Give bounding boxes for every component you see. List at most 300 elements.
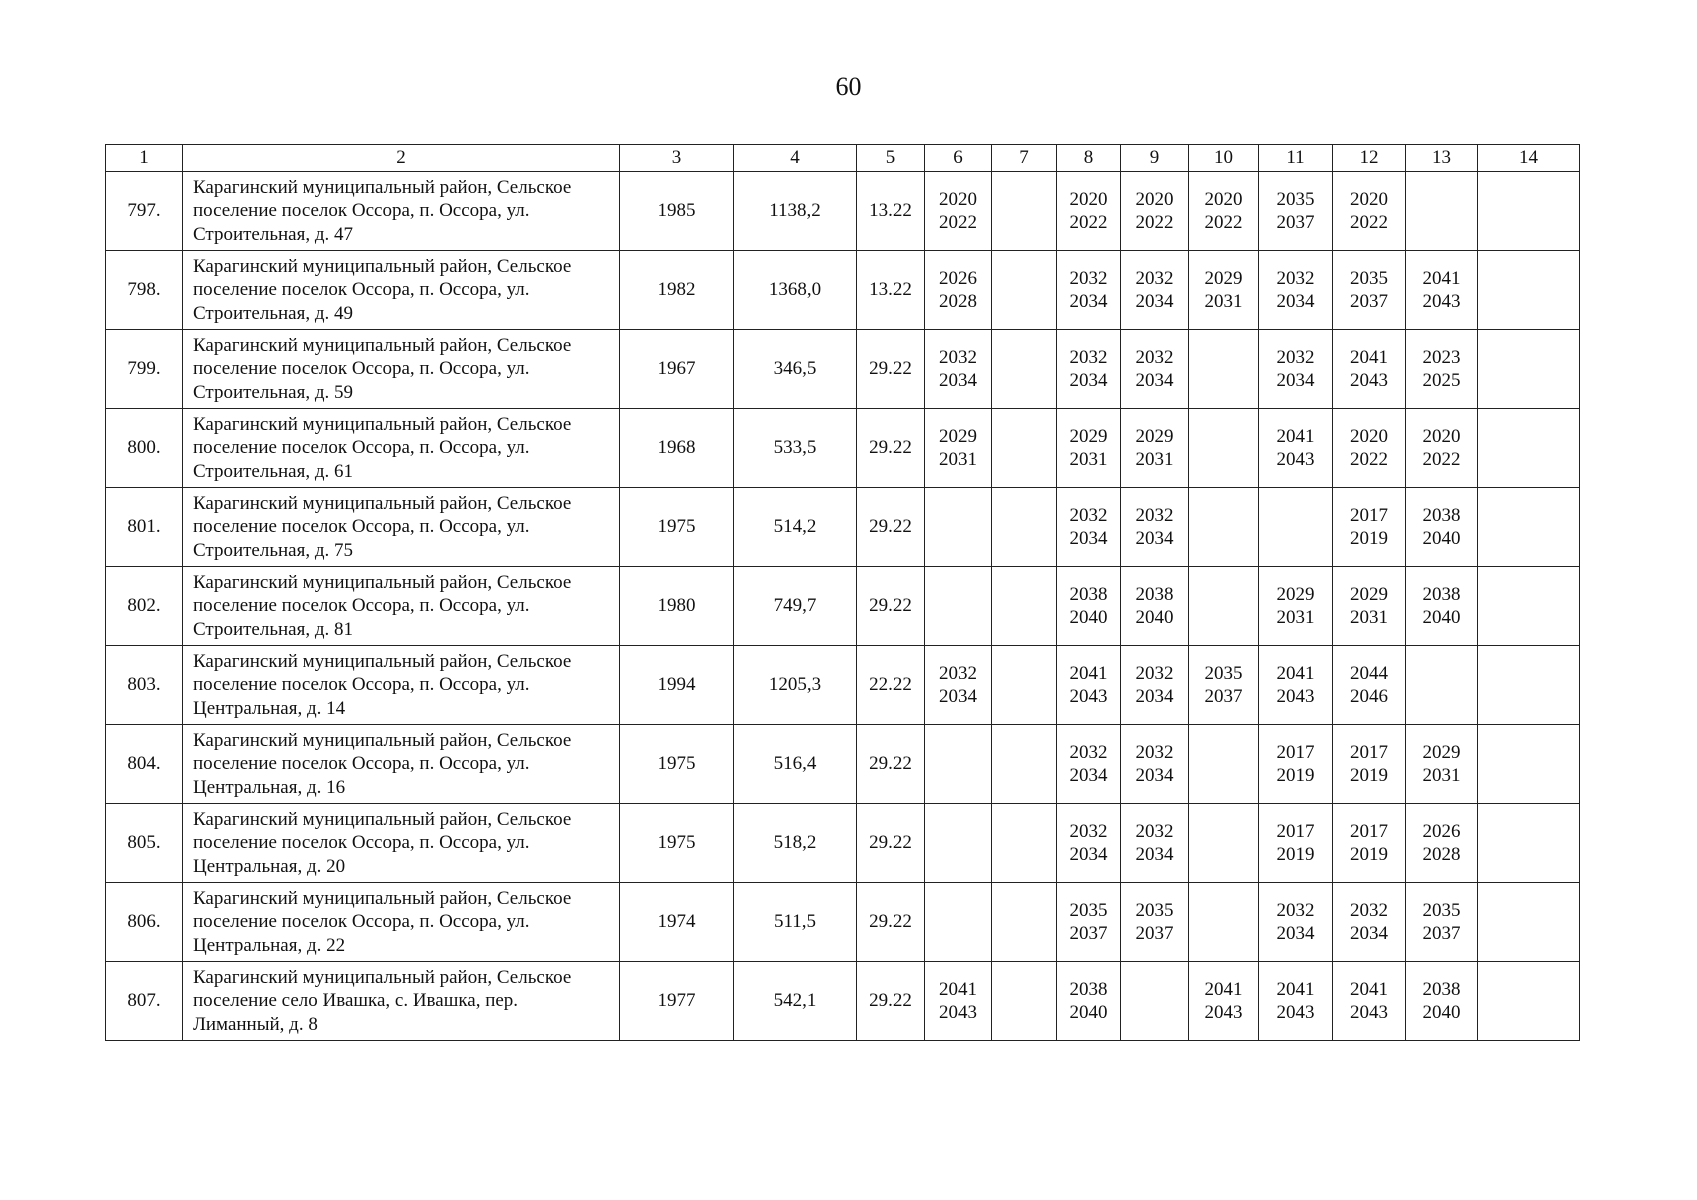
- term-cell: [1057, 962, 1121, 1041]
- term-end-year: 2040: [1422, 607, 1461, 628]
- term-end-year: 2019: [1350, 844, 1388, 865]
- column-header: 8: [1057, 145, 1121, 172]
- term-start-year: 2029: [1350, 583, 1388, 605]
- row-number: 800.: [106, 409, 183, 488]
- term-cell: [1259, 488, 1333, 567]
- term-cell: [992, 409, 1057, 488]
- term-start-year: 2023: [1422, 346, 1461, 368]
- address-line: поселение поселок Оссора, п. Оссора, ул.: [193, 516, 530, 538]
- term-end-year: 2043: [1069, 686, 1108, 707]
- term-end-year: 2034: [1276, 370, 1315, 391]
- term-start-year: 2032: [1135, 267, 1174, 289]
- term-end-year: 2034: [1069, 765, 1108, 786]
- term-start-year: 2041: [1204, 978, 1243, 1000]
- term-start-year: 2035: [1350, 267, 1388, 289]
- term-start-year: 2029: [1276, 583, 1315, 605]
- term-end-year: 2037: [1204, 686, 1243, 707]
- term-cell: [1333, 725, 1406, 804]
- address-line: Центральная, д. 22: [193, 934, 346, 956]
- term-cell: [1259, 567, 1333, 646]
- term-cell: [1406, 567, 1478, 646]
- address-line: поселение поселок Оссора, п. Оссора, ул.: [193, 595, 530, 617]
- term-end-year: 2025: [1422, 370, 1461, 391]
- term-cell: [1189, 725, 1259, 804]
- column-header: 2: [183, 145, 620, 172]
- total-area: 1138,2: [734, 172, 857, 251]
- term-cell: [1121, 251, 1189, 330]
- column-header: 9: [1121, 145, 1189, 172]
- term-end-year: 2034: [1350, 923, 1388, 944]
- address-line: Строительная, д. 47: [193, 223, 354, 245]
- term-cell: [1333, 330, 1406, 409]
- term-cell: [992, 172, 1057, 251]
- term-start-year: 2035: [1276, 188, 1315, 210]
- address-cell: [183, 725, 620, 804]
- row-number: 805.: [106, 804, 183, 883]
- row-number: 797.: [106, 172, 183, 251]
- term-start-year: 2020: [1069, 188, 1108, 210]
- term-cell: [1333, 567, 1406, 646]
- address-cell: [183, 409, 620, 488]
- term-cell: [1406, 725, 1478, 804]
- term-end-year: 2034: [939, 370, 977, 391]
- term-cell: [1189, 567, 1259, 646]
- address-line: Строительная, д. 49: [193, 302, 354, 324]
- term-end-year: 2046: [1350, 686, 1388, 707]
- address-line: Строительная, д. 61: [193, 460, 354, 482]
- term-start-year: 2032: [1135, 346, 1174, 368]
- rate-value: 29.22: [857, 725, 925, 804]
- term-cell: [992, 488, 1057, 567]
- term-end-year: 2031: [1204, 291, 1243, 312]
- term-cell: [1189, 330, 1259, 409]
- term-start-year: 2029: [1422, 741, 1461, 763]
- term-end-year: 2028: [1422, 844, 1461, 865]
- address-cell: [183, 172, 620, 251]
- term-cell: [1057, 646, 1121, 725]
- term-end-year: 2034: [1135, 528, 1174, 549]
- term-start-year: 2041: [1350, 978, 1388, 1000]
- address-cell: [183, 251, 620, 330]
- term-cell: [1189, 962, 1259, 1041]
- term-cell: [925, 883, 992, 962]
- total-area: 516,4: [734, 725, 857, 804]
- year-built: 1985: [620, 172, 734, 251]
- table-row: [106, 883, 1580, 962]
- rate-value: 29.22: [857, 488, 925, 567]
- term-end-year: 2034: [939, 686, 977, 707]
- term-start-year: 2017: [1276, 820, 1315, 842]
- total-area: 1368,0: [734, 251, 857, 330]
- term-cell: [1057, 172, 1121, 251]
- term-cell: [1121, 804, 1189, 883]
- address-line: Центральная, д. 14: [193, 697, 346, 719]
- term-end-year: 2019: [1350, 528, 1388, 549]
- term-start-year: 2017: [1350, 820, 1388, 842]
- term-end-year: 2034: [1135, 370, 1174, 391]
- term-end-year: 2043: [939, 1002, 977, 1023]
- term-end-year: 2040: [1069, 1002, 1108, 1023]
- term-start-year: 2041: [1276, 662, 1315, 684]
- total-area: 542,1: [734, 962, 857, 1041]
- term-cell: [1259, 330, 1333, 409]
- rate-value: 29.22: [857, 409, 925, 488]
- term-cell: [1189, 251, 1259, 330]
- address-line: Центральная, д. 16: [193, 776, 346, 798]
- term-cell: [992, 646, 1057, 725]
- term-cell: [992, 883, 1057, 962]
- term-cell: [925, 488, 992, 567]
- rate-value: 29.22: [857, 330, 925, 409]
- address-cell: [183, 488, 620, 567]
- term-cell: [1478, 567, 1580, 646]
- address-line: Карагинский муниципальный район, Сельское: [193, 966, 572, 988]
- term-cell: [1406, 172, 1478, 251]
- column-header: 14: [1478, 145, 1580, 172]
- address-line: Карагинский муниципальный район, Сельское: [193, 808, 572, 830]
- address-line: Карагинский муниципальный район, Сельское: [193, 887, 572, 909]
- term-start-year: 2017: [1350, 504, 1388, 526]
- term-cell: [1333, 804, 1406, 883]
- term-cell: [1333, 646, 1406, 725]
- table-row: [106, 804, 1580, 883]
- term-start-year: 2035: [1135, 899, 1174, 921]
- term-cell: [1189, 488, 1259, 567]
- row-number: 799.: [106, 330, 183, 409]
- term-cell: [1478, 804, 1580, 883]
- term-cell: [925, 251, 992, 330]
- term-cell: [1478, 488, 1580, 567]
- term-cell: [992, 962, 1057, 1041]
- term-cell: [1259, 725, 1333, 804]
- term-cell: [992, 251, 1057, 330]
- term-cell: [1121, 883, 1189, 962]
- column-header: 3: [620, 145, 734, 172]
- term-end-year: 2034: [1276, 291, 1315, 312]
- term-end-year: 2043: [1350, 1002, 1388, 1023]
- column-header: 1: [106, 145, 183, 172]
- term-cell: [1259, 962, 1333, 1041]
- term-cell: [1333, 251, 1406, 330]
- term-end-year: 2022: [939, 212, 977, 233]
- address-line: поселение поселок Оссора, п. Оссора, ул.: [193, 358, 530, 380]
- term-start-year: 2035: [1204, 662, 1243, 684]
- table-body: [106, 172, 1580, 1041]
- term-cell: [925, 804, 992, 883]
- housing-registry-table: [105, 144, 1580, 1041]
- term-end-year: 2043: [1350, 370, 1388, 391]
- term-start-year: 2032: [1350, 899, 1388, 921]
- address-line: Карагинский муниципальный район, Сельское: [193, 650, 572, 672]
- term-start-year: 2041: [939, 978, 977, 1000]
- term-start-year: 2017: [1276, 741, 1315, 763]
- term-cell: [1333, 172, 1406, 251]
- table-row: [106, 251, 1580, 330]
- address-cell: [183, 646, 620, 725]
- address-line: поселение поселок Оссора, п. Оссора, ул.: [193, 753, 530, 775]
- term-cell: [1259, 409, 1333, 488]
- column-header: 13: [1406, 145, 1478, 172]
- address-line: поселение поселок Оссора, п. Оссора, ул.: [193, 437, 530, 459]
- term-cell: [1333, 488, 1406, 567]
- term-start-year: 2017: [1350, 741, 1388, 763]
- term-start-year: 2044: [1350, 662, 1388, 684]
- term-cell: [925, 646, 992, 725]
- term-end-year: 2043: [1276, 686, 1315, 707]
- term-cell: [1121, 962, 1189, 1041]
- term-end-year: 2040: [1422, 1002, 1461, 1023]
- term-start-year: 2032: [1276, 346, 1315, 368]
- term-start-year: 2032: [939, 662, 977, 684]
- year-built: 1975: [620, 804, 734, 883]
- term-end-year: 2031: [939, 449, 977, 470]
- term-start-year: 2032: [1069, 346, 1108, 368]
- address-line: Карагинский муниципальный район, Сельское: [193, 334, 572, 356]
- term-end-year: 2040: [1422, 528, 1461, 549]
- term-end-year: 2034: [1069, 291, 1108, 312]
- total-area: 533,5: [734, 409, 857, 488]
- term-cell: [1406, 488, 1478, 567]
- term-end-year: 2019: [1276, 844, 1315, 865]
- address-line: Карагинский муниципальный район, Сельское: [193, 571, 572, 593]
- year-built: 1974: [620, 883, 734, 962]
- term-end-year: 2031: [1135, 449, 1174, 470]
- term-cell: [1478, 883, 1580, 962]
- term-cell: [925, 330, 992, 409]
- term-cell: [1121, 172, 1189, 251]
- term-start-year: 2032: [939, 346, 977, 368]
- row-number: 798.: [106, 251, 183, 330]
- term-cell: [1333, 409, 1406, 488]
- term-end-year: 2034: [1069, 528, 1108, 549]
- address-cell: [183, 330, 620, 409]
- term-end-year: 2034: [1135, 765, 1174, 786]
- term-start-year: 2041: [1276, 978, 1315, 1000]
- rate-value: 29.22: [857, 804, 925, 883]
- row-number: 807.: [106, 962, 183, 1041]
- address-line: поселение поселок Оссора, п. Оссора, ул.: [193, 911, 530, 933]
- term-start-year: 2035: [1069, 899, 1108, 921]
- term-start-year: 2020: [939, 188, 977, 210]
- term-end-year: 2031: [1350, 607, 1388, 628]
- term-start-year: 2032: [1069, 820, 1108, 842]
- table-row: [106, 646, 1580, 725]
- term-start-year: 2038: [1069, 978, 1108, 1000]
- term-end-year: 2022: [1204, 212, 1243, 233]
- rate-value: 29.22: [857, 883, 925, 962]
- total-area: 514,2: [734, 488, 857, 567]
- term-cell: [1057, 567, 1121, 646]
- table-row: [106, 409, 1580, 488]
- term-start-year: 2032: [1276, 899, 1315, 921]
- term-start-year: 2020: [1350, 188, 1388, 210]
- term-start-year: 2041: [1276, 425, 1315, 447]
- term-end-year: 2031: [1422, 765, 1461, 786]
- term-end-year: 2031: [1276, 607, 1315, 628]
- term-cell: [1057, 725, 1121, 804]
- table-row: [106, 330, 1580, 409]
- term-end-year: 2022: [1350, 212, 1388, 233]
- column-header: 10: [1189, 145, 1259, 172]
- term-cell: [1259, 646, 1333, 725]
- term-start-year: 2029: [939, 425, 977, 447]
- term-end-year: 2022: [1135, 212, 1174, 233]
- rate-value: 13.22: [857, 251, 925, 330]
- term-cell: [1406, 962, 1478, 1041]
- address-line: Карагинский муниципальный район, Сельское: [193, 729, 572, 751]
- term-end-year: 2034: [1135, 844, 1174, 865]
- term-start-year: 2020: [1204, 188, 1243, 210]
- table-row: [106, 725, 1580, 804]
- column-header: 12: [1333, 145, 1406, 172]
- term-cell: [1478, 330, 1580, 409]
- term-end-year: 2040: [1135, 607, 1174, 628]
- row-number: 801.: [106, 488, 183, 567]
- term-start-year: 2032: [1069, 504, 1108, 526]
- address-line: Карагинский муниципальный район, Сельское: [193, 413, 572, 435]
- term-cell: [1189, 409, 1259, 488]
- term-start-year: 2029: [1204, 267, 1243, 289]
- term-cell: [1057, 409, 1121, 488]
- term-cell: [1057, 883, 1121, 962]
- term-end-year: 2031: [1069, 449, 1108, 470]
- term-cell: [1259, 804, 1333, 883]
- term-start-year: 2029: [1135, 425, 1174, 447]
- term-end-year: 2034: [1069, 370, 1108, 391]
- term-end-year: 2043: [1276, 1002, 1315, 1023]
- total-area: 511,5: [734, 883, 857, 962]
- address-line: поселение село Ивашка, с. Ивашка, пер.: [193, 990, 519, 1012]
- term-end-year: 2034: [1135, 291, 1174, 312]
- term-end-year: 2037: [1135, 923, 1174, 944]
- term-end-year: 2037: [1276, 212, 1315, 233]
- term-cell: [992, 330, 1057, 409]
- term-cell: [1057, 804, 1121, 883]
- term-cell: [1189, 883, 1259, 962]
- term-cell: [1259, 251, 1333, 330]
- address-line: поселение поселок Оссора, п. Оссора, ул.: [193, 200, 530, 222]
- term-cell: [1259, 172, 1333, 251]
- term-cell: [1189, 804, 1259, 883]
- column-header: 7: [992, 145, 1057, 172]
- term-end-year: 2034: [1276, 923, 1315, 944]
- term-end-year: 2034: [1135, 686, 1174, 707]
- column-header: 11: [1259, 145, 1333, 172]
- term-start-year: 2038: [1069, 583, 1108, 605]
- term-cell: [925, 409, 992, 488]
- term-start-year: 2032: [1276, 267, 1315, 289]
- term-cell: [1406, 409, 1478, 488]
- term-start-year: 2038: [1422, 504, 1461, 526]
- term-end-year: 2022: [1350, 449, 1388, 470]
- term-start-year: 2041: [1069, 662, 1108, 684]
- term-cell: [1121, 488, 1189, 567]
- term-cell: [925, 567, 992, 646]
- term-start-year: 2041: [1350, 346, 1388, 368]
- term-end-year: 2019: [1350, 765, 1388, 786]
- year-built: 1975: [620, 725, 734, 804]
- year-built: 1980: [620, 567, 734, 646]
- table-row: [106, 567, 1580, 646]
- term-end-year: 2028: [939, 291, 977, 312]
- term-start-year: 2020: [1350, 425, 1388, 447]
- term-start-year: 2038: [1422, 583, 1461, 605]
- address-line: Строительная, д. 81: [193, 618, 354, 640]
- term-cell: [1057, 330, 1121, 409]
- address-line: поселение поселок Оссора, п. Оссора, ул.: [193, 279, 530, 301]
- address-line: Карагинский муниципальный район, Сельское: [193, 176, 572, 198]
- address-line: поселение поселок Оссора, п. Оссора, ул.: [193, 832, 530, 854]
- term-cell: [1121, 567, 1189, 646]
- term-cell: [1121, 330, 1189, 409]
- term-cell: [1478, 172, 1580, 251]
- term-start-year: 2032: [1069, 267, 1108, 289]
- term-end-year: 2043: [1204, 1002, 1243, 1023]
- address-line: Центральная, д. 20: [193, 855, 346, 877]
- term-cell: [1057, 251, 1121, 330]
- total-area: 1205,3: [734, 646, 857, 725]
- address-cell: [183, 567, 620, 646]
- term-cell: [1406, 646, 1478, 725]
- total-area: 749,7: [734, 567, 857, 646]
- term-cell: [1478, 251, 1580, 330]
- term-start-year: 2032: [1135, 504, 1174, 526]
- row-number: 806.: [106, 883, 183, 962]
- address-cell: [183, 804, 620, 883]
- term-cell: [1406, 804, 1478, 883]
- term-end-year: 2022: [1069, 212, 1108, 233]
- term-start-year: 2035: [1422, 899, 1461, 921]
- term-cell: [1478, 725, 1580, 804]
- rate-value: 29.22: [857, 962, 925, 1041]
- year-built: 1977: [620, 962, 734, 1041]
- address-line: Строительная, д. 75: [193, 539, 354, 561]
- column-header: 5: [857, 145, 925, 172]
- term-start-year: 2032: [1135, 741, 1174, 763]
- column-header: 6: [925, 145, 992, 172]
- address-cell: [183, 962, 620, 1041]
- term-cell: [992, 725, 1057, 804]
- term-cell: [1189, 172, 1259, 251]
- term-start-year: 2041: [1422, 267, 1461, 289]
- term-end-year: 2040: [1069, 607, 1108, 628]
- term-start-year: 2032: [1135, 820, 1174, 842]
- table-row: [106, 488, 1580, 567]
- address-line: Строительная, д. 59: [193, 381, 354, 403]
- address-line: Карагинский муниципальный район, Сельское: [193, 255, 572, 277]
- row-number: 802.: [106, 567, 183, 646]
- page-number: 60: [835, 72, 862, 101]
- term-cell: [1121, 725, 1189, 804]
- term-start-year: 2032: [1135, 662, 1174, 684]
- term-end-year: 2043: [1422, 291, 1461, 312]
- row-number: 804.: [106, 725, 183, 804]
- term-start-year: 2038: [1135, 583, 1174, 605]
- term-start-year: 2038: [1422, 978, 1461, 1000]
- year-built: 1967: [620, 330, 734, 409]
- term-end-year: 2037: [1069, 923, 1108, 944]
- term-start-year: 2026: [1422, 820, 1461, 842]
- term-end-year: 2022: [1422, 449, 1461, 470]
- total-area: 518,2: [734, 804, 857, 883]
- term-cell: [1333, 883, 1406, 962]
- total-area: 346,5: [734, 330, 857, 409]
- table-header-row: [106, 145, 1580, 172]
- term-end-year: 2043: [1276, 449, 1315, 470]
- term-cell: [1478, 646, 1580, 725]
- term-cell: [1121, 646, 1189, 725]
- term-cell: [1478, 962, 1580, 1041]
